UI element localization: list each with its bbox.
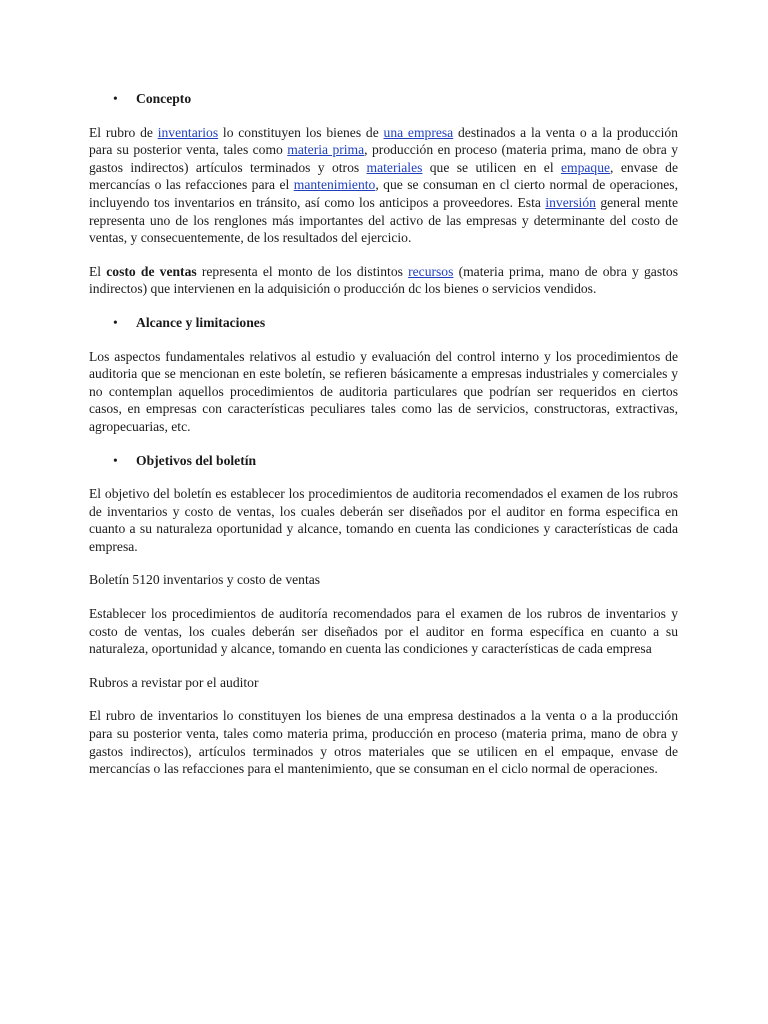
link-empaque[interactable]: empaque — [560, 159, 611, 175]
paragraph-costo-de-ventas: El costo de ventas representa el monto de los distintos recursos (materia prima, mano de obra y gastos indirectos) que intervienen en la adquisición o producción dc los bienes o servicios vendidos. — [89, 263, 678, 297]
link-una-empresa[interactable]: una empresa — [383, 124, 454, 140]
link-materia-prima[interactable]: materia prima — [287, 142, 365, 158]
paragraph-boletin-title: Boletín 5120 inventarios y costo de ventas — [89, 572, 321, 588]
bullet-icon: • — [113, 314, 118, 330]
heading-objetivos — [89, 452, 678, 470]
paragraph-alcance: Los aspectos fundamentales relativos al estudio y evaluación del control interno y los procedimientos de auditoria que se mencionan en este boletín, se refieren básicamente a empresas industriales y comerciales y no contemplan aquellos procedimientos de auditoria particulares que podrían ser requeridos en ciertos casos, en empresas con características peculiares tales como las de servicios, constructoras, extractivas, agropecuarias, etc. — [89, 348, 678, 434]
paragraph-rubro-inventarios: El rubro de inventarios lo constituyen los bienes de una empresa destinados a la venta o a la producción para su posterior venta, tales como materia prima, producción en proceso (materia prima, mano de obra y gastos indirectos), artículos terminados y otros materiales que se utilicen en el empaque, envase de mercancías o las refacciones para el mantenimiento, que se consuman en el ciclo normal de operaciones. — [89, 708, 678, 777]
bullet-icon: • — [113, 452, 118, 468]
document-page — [89, 90, 678, 794]
link-recursos[interactable]: recursos — [408, 263, 454, 279]
bullet-icon: • — [113, 91, 118, 106]
heading-objetivos-text: Objetivos del boletín — [136, 452, 257, 468]
heading-alcance — [89, 314, 678, 332]
heading-concepto — [89, 90, 678, 108]
paragraph-establecer: Establecer los procedimientos de auditoría recomendados para el examen de los rubros de inventarios y costo de ventas, los cuales deberán ser diseñados por el auditor en forma específica en cuanto a su naturaleza, oportunidad y alcance, tomando en cuenta las condiciones y características de cada empresa — [89, 606, 678, 657]
link-materiales[interactable]: materiales — [366, 159, 423, 175]
paragraph-objetivo: El objetivo del boletín es establecer los procedimientos de auditoria recomendados el examen de los rubros de inventarios y costo de ventas, los cuales deberán ser diseñados por el auditor en forma especifica en cuanto a su naturaleza oportunidad y alcance, tomando en cuenta las condiciones y características de cada empresa. — [89, 486, 678, 554]
link-inventarios[interactable]: inventarios — [157, 124, 219, 140]
link-mantenimiento[interactable]: mantenimiento — [293, 177, 376, 193]
paragraph-concepto-inventarios: El rubro de inventarios lo constituyen los bienes de una empresa destinados a la venta o a la producción para su posterior venta, tales como materia prima, producción en proceso (materia prima, mano de obra y gastos indirectos) artículos terminados y otros materiales que se utilicen en el empaque, envase de mercancías o las refacciones para el mantenimiento, que se consuman en cl cierto normal de operaciones, incluyendo tos inventarios en tránsito, así como los anticipos a proveedores. Esta inversión general mente representa uno de los renglones más importantes del activo de las empresas y determinante del costo de ventas, y consecuentemente, de los resultados del ejercicio. — [89, 124, 678, 246]
bold-costo-de-ventas: costo de ventas — [106, 263, 197, 279]
paragraph-rubros-title: Rubros a revistar por el auditor — [89, 674, 259, 690]
heading-concepto-text: Concepto — [136, 91, 192, 106]
link-inversion[interactable]: inversión — [545, 194, 596, 210]
heading-alcance-text: Alcance y limitaciones — [136, 314, 266, 330]
